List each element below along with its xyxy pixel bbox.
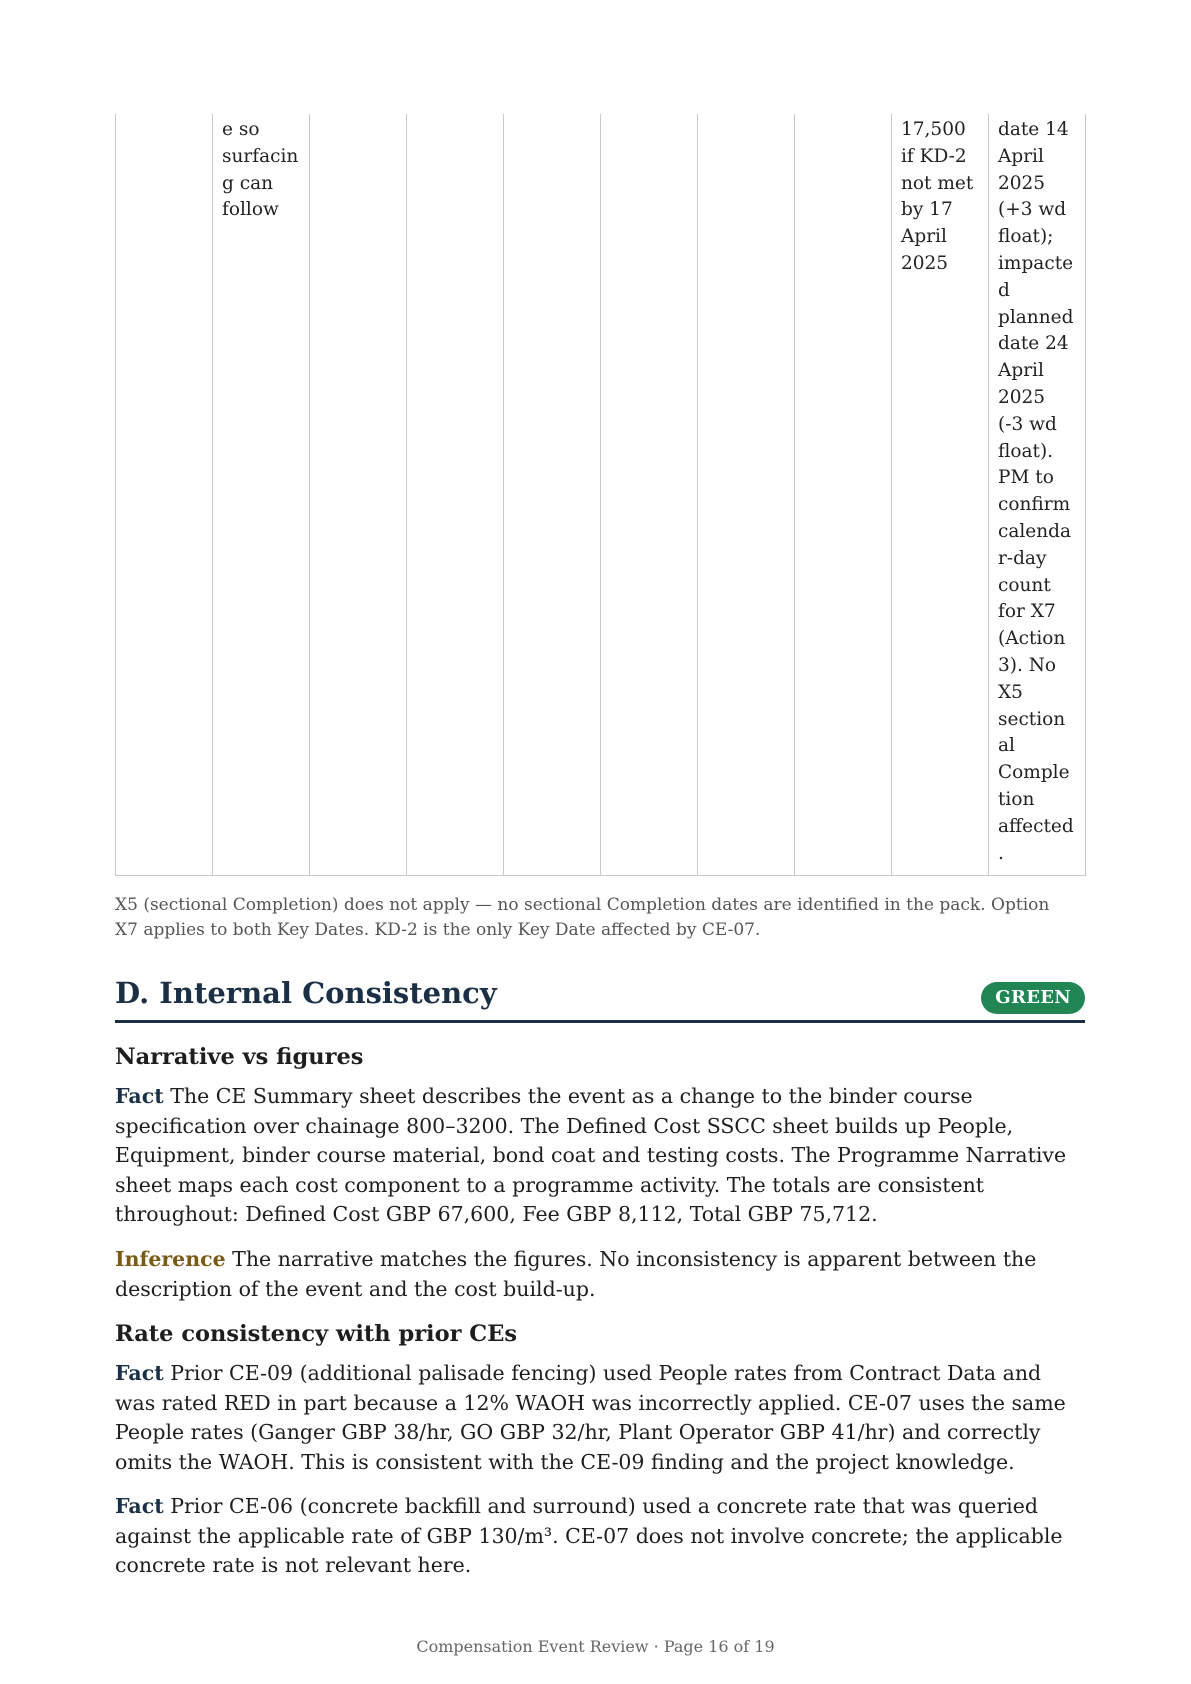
paragraph-line: People rates (Ganger GBP 38/hr, GO GBP 32/hr, Plant Operator GBP 41/hr) and correctly [115, 1420, 1041, 1445]
text-line: April [998, 145, 1044, 167]
paragraph-line: Prior CE-09 (additional palisade fencing) used People rates from Contract Data and [170, 1361, 1042, 1385]
text-line: r-day [998, 547, 1047, 569]
text-line: tion [998, 788, 1035, 810]
table-cell [504, 114, 601, 876]
section-title: D. Internal Consistency [115, 976, 497, 1010]
text-line: d [998, 279, 1010, 301]
table-cell [795, 114, 892, 876]
paragraph-fact-3 [115, 1492, 1090, 1581]
text-line: . [998, 842, 1004, 864]
text-line: not met [901, 172, 974, 194]
text-line: section [998, 708, 1066, 730]
text-line: date 14 [998, 119, 1069, 140]
table-cell [892, 114, 989, 876]
text-line: (-3 wd [998, 413, 1057, 435]
text-line: (+3 wd [998, 199, 1067, 221]
paragraph-line: The narrative matches the figures. No inconsistency is apparent between the [232, 1247, 1037, 1271]
text-line: 2025 [998, 172, 1046, 194]
table-note [115, 893, 1085, 943]
table-cell [698, 114, 795, 876]
table-cell [116, 114, 213, 876]
text-line: April [901, 226, 947, 248]
paragraph-line: Equipment, binder course material, bond coat and testing costs. The Programme Narrative [115, 1143, 1067, 1168]
text-line: (Action [998, 628, 1066, 650]
paragraph-fact-1 [115, 1082, 1090, 1230]
subheading-rate-consistency: Rate consistency with prior CEs [115, 1321, 518, 1347]
table-cell [601, 114, 698, 876]
paragraph-line: omits the WAOH. This is consistent with the CE-09 finding and the project knowledge. [115, 1449, 1015, 1474]
table-cell [213, 114, 310, 876]
text-line: calenda [998, 520, 1072, 542]
inference-label: Inference [115, 1247, 226, 1271]
fact-label: Fact [115, 1084, 164, 1108]
table-cell [407, 114, 504, 876]
text-line: float); [998, 226, 1054, 248]
paragraph-line: throughout: Defined Cost GBP 67,600, Fee GBP 8,112, Total GBP 75,712. [115, 1202, 878, 1227]
text-line: follow [222, 199, 279, 221]
text-line: g can [222, 172, 274, 194]
continued-table [115, 114, 1086, 876]
paragraph-fact-2 [115, 1359, 1090, 1477]
text-line: count [998, 574, 1051, 596]
paragraph-line: description of the event and the cost build-up. [115, 1276, 596, 1301]
text-line: if KD-2 [901, 145, 967, 167]
paragraph-inference [115, 1245, 1090, 1304]
text-line: 2025 [901, 252, 949, 274]
paragraph-line: specification over chainage 800–3200. The Defined Cost SSCC sheet builds up People, [115, 1113, 1014, 1138]
text-line: 2025 [998, 386, 1046, 408]
fact-label: Fact [115, 1361, 164, 1385]
paragraph-line: Prior CE-06 (concrete backfill and surround) used a concrete rate that was queried [170, 1494, 1038, 1518]
paragraph-line: sheet maps each cost component to a programme activity. The totals are consistent [115, 1172, 985, 1197]
text-line: date 24 [998, 333, 1069, 355]
text-line: for X7 [998, 601, 1056, 623]
text-line: impacte [998, 252, 1074, 274]
paragraph-line: against the applicable rate of GBP 130/m³. CE-07 does not involve concrete; the applicable [115, 1523, 1063, 1548]
text-line: PM to [998, 467, 1054, 489]
table-cell [989, 114, 1086, 876]
section-header [115, 972, 1085, 1023]
table-cell [310, 114, 407, 876]
text-line: affected [998, 815, 1074, 837]
text-line: 17,500 [901, 119, 966, 140]
text-line: April [998, 360, 1044, 382]
text-line: by 17 [901, 199, 953, 221]
paragraph-line: The CE Summary sheet describes the event as a change to the binder course [170, 1084, 973, 1108]
text-line: float). [998, 440, 1054, 462]
paragraph-line: was rated RED in part because a 12% WAOH was incorrectly applied. CE-07 uses the same [115, 1390, 1066, 1415]
subheading-narrative: Narrative vs figures [115, 1044, 364, 1070]
text-line: confirm [998, 494, 1071, 516]
text-line: surfacin [222, 145, 299, 167]
text-line: planned [998, 306, 1074, 328]
text-line: 3). No [998, 654, 1057, 676]
paragraph-line: concrete rate is not relevant here. [115, 1553, 472, 1578]
status-badge: GREEN [981, 982, 1085, 1014]
text-line: X7 applies to both Key Dates. KD-2 is the only Key Date affected by CE-07. [115, 920, 761, 940]
fact-label: Fact [115, 1494, 164, 1518]
table-row [116, 114, 1086, 876]
text-line: X5 (sectional Completion) does not apply — no sectional Completion dates are identified in the pack. Option [115, 895, 1050, 915]
text-line: e so [222, 119, 260, 140]
page-footer: Compensation Event Review · Page 16 of 19 [416, 1637, 775, 1656]
text-line: Comple [998, 762, 1070, 784]
text-line: X5 [998, 681, 1023, 703]
text-line: al [998, 735, 1015, 757]
